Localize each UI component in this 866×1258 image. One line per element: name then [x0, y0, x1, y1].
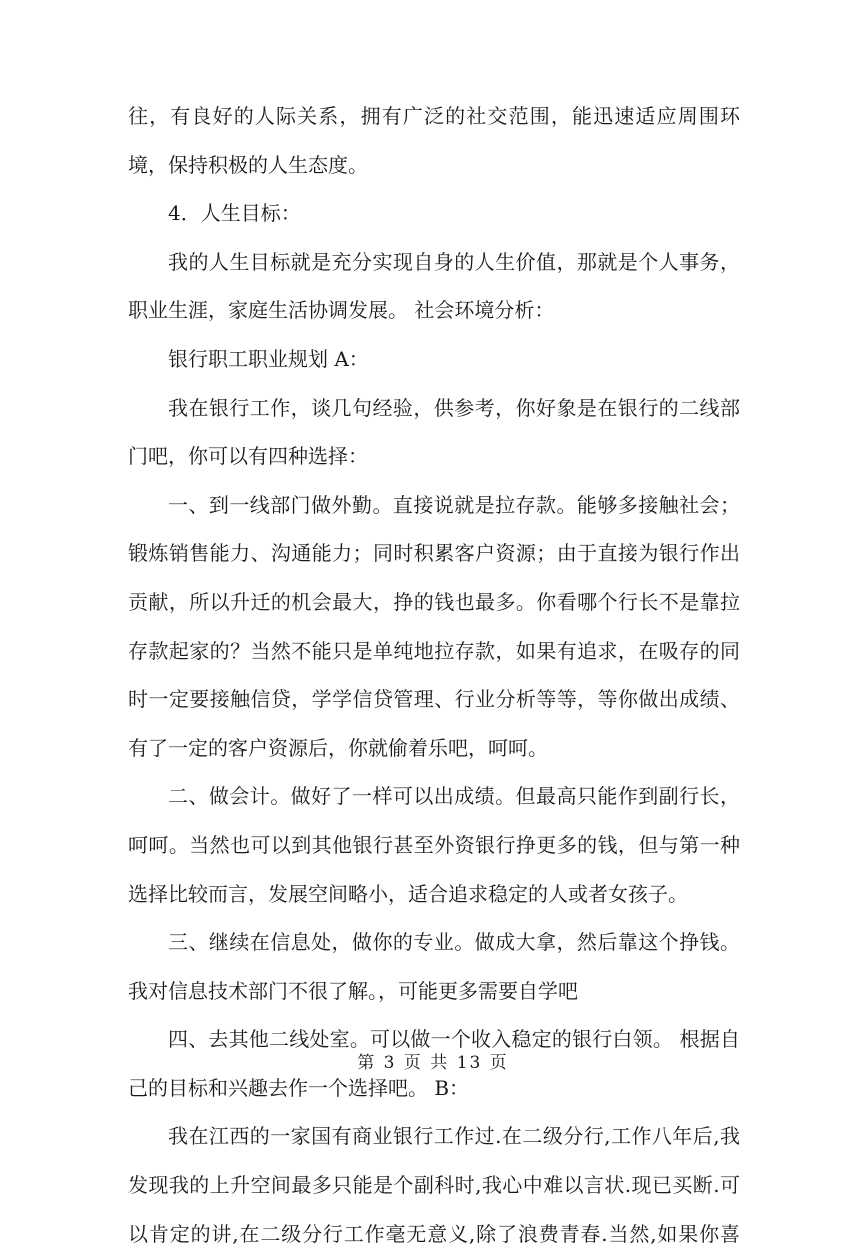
text-line: 锻炼销售能力、沟通能力；同时积累客户资源；由于直接为银行作出 [128, 541, 740, 566]
text-line: 发现我的上升空间最多只能是个副科时,我心中难以言状.现已买断.可 [128, 1173, 740, 1198]
text-line: 境，保持积极的人生态度。 [128, 152, 368, 177]
text-line: 呵呵。当然也可以到其他银行甚至外资银行挣更多的钱，但与第一种 [128, 832, 740, 857]
text-line: 有了一定的客户资源后，你就偷着乐吧，呵呵。 [128, 735, 548, 760]
text-line: 存款起家的？当然不能只是单纯地拉存款，如果有追求，在吸存的同 [128, 638, 740, 663]
text-line: 以肯定的讲,在二级分行工作毫无意义,除了浪费青春.当然,如果你喜 [128, 1221, 740, 1246]
text-line: 二、做会计。做好了一样可以出成绩。但最高只能作到副行长， [168, 784, 740, 809]
document-body [128, 92, 740, 1258]
text-line: 三、继续在信息处，做你的专业。做成大拿，然后靠这个挣钱。 [168, 930, 740, 955]
text-line: 四、去其他二线处室。可以做一个收入稳定的银行白领。 根据自 [168, 1027, 740, 1052]
text-line: 我的人生目标就是充分实现自身的人生价值，那就是个人事务， [168, 249, 740, 274]
text-line: 门吧，你可以有四种选择： [128, 444, 368, 469]
text-line: 我在江西的一家国有商业银行工作过.在二级分行,工作八年后,我 [168, 1124, 740, 1149]
section-heading: 4．人生目标： [168, 201, 301, 226]
text-line: 一、到一线部门做外勤。直接说就是拉存款。能够多接触社会； [168, 492, 740, 517]
page-number-footer: 第 3 页 共 13 页 [357, 1053, 509, 1073]
text-line: 职业生涯，家庭生活协调发展。 社会环境分析： [128, 298, 555, 323]
text-line: 我在银行工作，谈几句经验，供参考，你好象是在银行的二线部 [168, 395, 740, 420]
text-line: 往，有良好的人际关系，拥有广泛的社交范围，能迅速适应周围环 [128, 104, 740, 128]
text-line: 选择比较而言，发展空间略小，适合追求稳定的人或者女孩子。 [128, 881, 688, 906]
text-line: 贡献，所以升迁的机会最大，挣的钱也最多。你看哪个行长不是靠拉 [128, 589, 740, 614]
text-line: 我对信息技术部门不很了解。，可能更多需要自学吧 [128, 978, 578, 1003]
text-line: 时一定要接触信贷，学学信贷管理、行业分析等等，等你做出成绩、 [128, 687, 740, 712]
section-heading: 银行职工职业规划 A： [168, 346, 369, 371]
text-line: 己的目标和兴趣去作一个选择吧。 B： [128, 1075, 470, 1100]
